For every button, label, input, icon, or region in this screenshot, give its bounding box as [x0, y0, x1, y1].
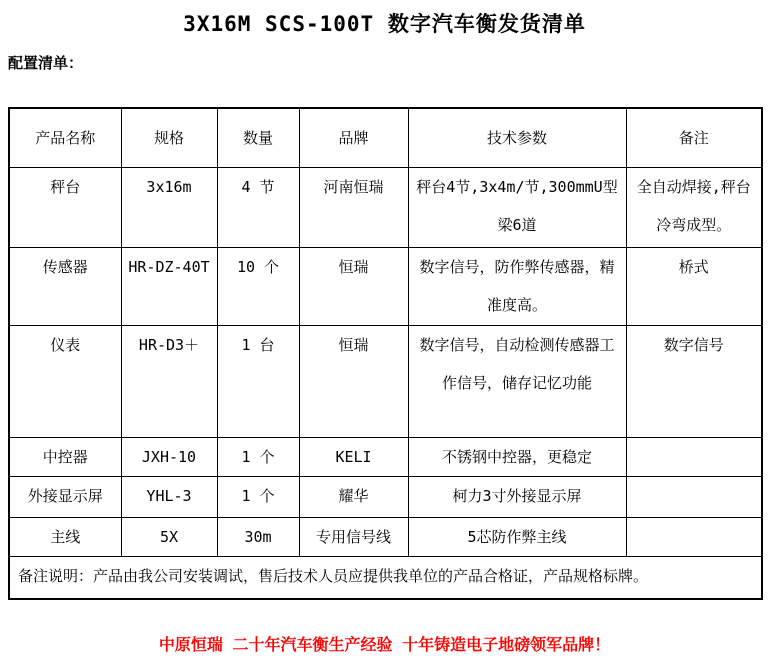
table-header-row [9, 108, 762, 168]
cell-brand: 恒瑞 [299, 326, 408, 438]
cell-brand: 恒瑞 [299, 248, 408, 326]
cell-product: 主线 [9, 518, 121, 557]
cell-qty: 1 个 [217, 477, 299, 518]
cell-params: 不锈钢中控器，更稳定 [408, 438, 626, 477]
remark-cell: 备注说明：产品由我公司安装调试，售后技术人员应提供我单位的产品合格证，产品规格标牌。 [9, 557, 762, 600]
cell-spec: YHL-3 [121, 477, 217, 518]
cell-product: 仪表 [9, 326, 121, 438]
header-product: 产品名称 [9, 108, 121, 168]
section-label: 配置清单： [8, 54, 84, 72]
cell-note [626, 477, 762, 518]
cell-qty: 1 个 [217, 438, 299, 477]
header-brand: 品牌 [299, 108, 408, 168]
table-remark-row [9, 557, 762, 600]
header-qty: 数量 [217, 108, 299, 168]
cell-spec: HR-DZ-40T [121, 248, 217, 326]
cell-spec: HR-D3＋ [121, 326, 217, 438]
cell-note: 数字信号 [626, 326, 762, 438]
cell-spec: 5X [121, 518, 217, 557]
table-row [9, 438, 762, 477]
table-row [9, 168, 762, 248]
table-row [9, 326, 762, 438]
brand-slogan: 中原恒瑞 二十年汽车衡生产经验 十年铸造电子地磅领军品牌！ [158, 635, 611, 654]
cell-product: 外接显示屏 [9, 477, 121, 518]
header-note: 备注 [626, 108, 762, 168]
cell-params: 数字信号，防作弊传感器，精准度高。 [408, 248, 626, 326]
header-params: 技术参数 [408, 108, 626, 168]
cell-qty: 4 节 [217, 168, 299, 248]
cell-params: 秤台4节,3x4m/节,300mmU型梁6道 [408, 168, 626, 248]
cell-spec: JXH-10 [121, 438, 217, 477]
cell-brand: 专用信号线 [299, 518, 408, 557]
cell-product: 中控器 [9, 438, 121, 477]
cell-params: 柯力3寸外接显示屏 [408, 477, 626, 518]
table-row [9, 248, 762, 326]
page-title: 3X16M SCS-100T 数字汽车衡发货清单 [183, 12, 586, 36]
cell-brand: 河南恒瑞 [299, 168, 408, 248]
cell-note [626, 518, 762, 557]
cell-note [626, 438, 762, 477]
cell-product: 传感器 [9, 248, 121, 326]
cell-params: 数字信号，自动检测传感器工作信号，储存记忆功能 [408, 326, 626, 438]
cell-qty: 10 个 [217, 248, 299, 326]
config-table [8, 107, 763, 600]
cell-params: 5芯防作弊主线 [408, 518, 626, 557]
cell-note: 全自动焊接,秤台冷弯成型。 [626, 168, 762, 248]
cell-product: 秤台 [9, 168, 121, 248]
header-spec: 规格 [121, 108, 217, 168]
cell-qty: 1 台 [217, 326, 299, 438]
table-row [9, 477, 762, 518]
cell-brand: 耀华 [299, 477, 408, 518]
cell-qty: 30m [217, 518, 299, 557]
table-row [9, 518, 762, 557]
cell-note: 桥式 [626, 248, 762, 326]
cell-spec: 3x16m [121, 168, 217, 248]
cell-brand: KELI [299, 438, 408, 477]
